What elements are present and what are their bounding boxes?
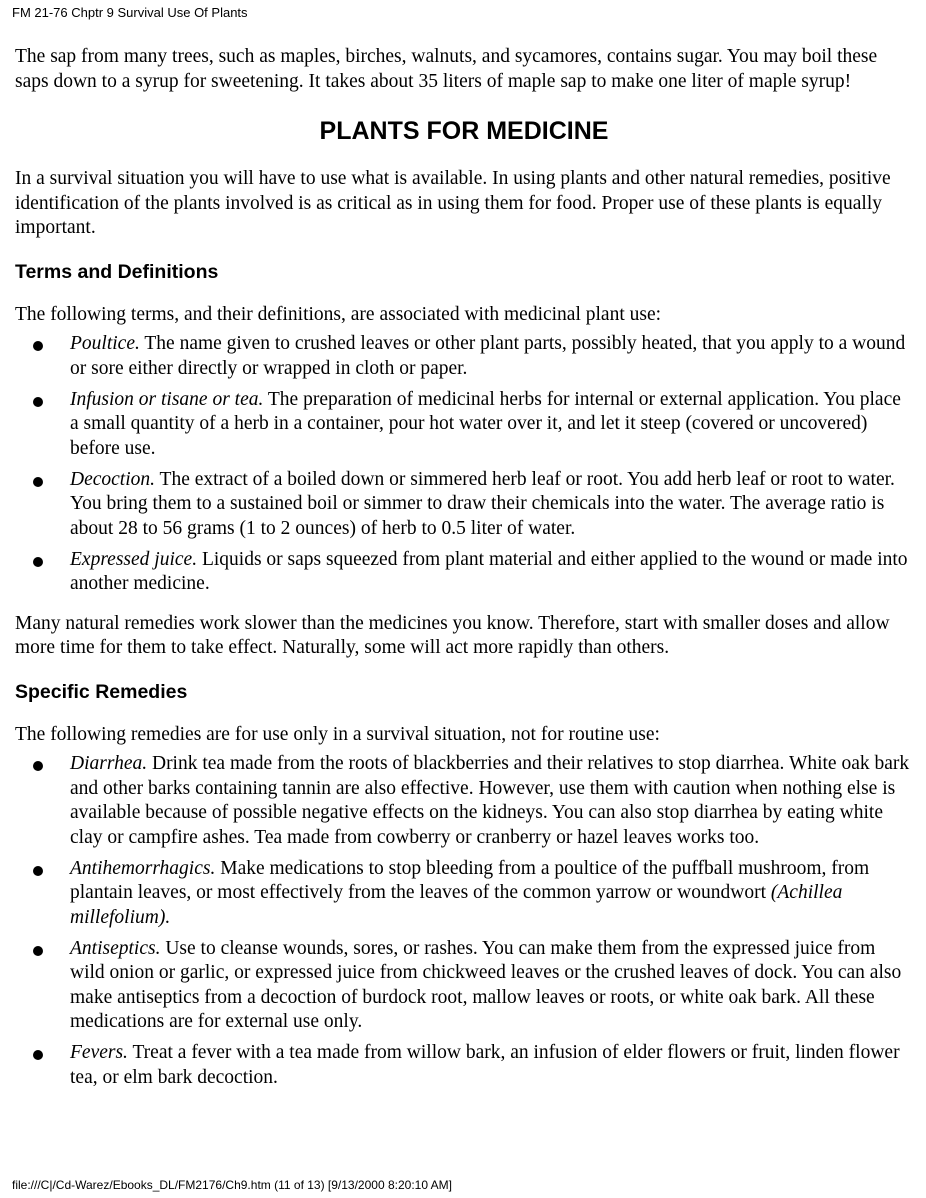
remedy-text: Treat a fever with a tea made from willow bark, an infusion of elder flowers or fruit, linden flower tea, or elm bark decoction.: [70, 1042, 900, 1088]
terms-after: Many natural remedies work slower than the medicines you know. Therefore, start with smaller doses and allow more time for them to take effect. Naturally, some will act more rapidly than others.: [15, 612, 890, 658]
term-text: Liquids or saps squeezed from plant material and either applied to the wound or made into another medicine.: [70, 548, 908, 594]
term-label: Infusion or tisane or tea.: [70, 388, 264, 410]
term-label: Expressed juice.: [70, 548, 198, 570]
list-item: [15, 468, 913, 542]
sap-paragraph: The sap from many trees, such as maples, birches, walnuts, and sycamores, contains sugar. You may boil these saps down to a syrup for sweetening. It takes about 35 liters of maple sap to make one liter of maple syrup!: [15, 46, 878, 92]
bullet-icon: [33, 866, 43, 876]
list-item: [15, 332, 913, 381]
list-item: [15, 937, 913, 1035]
term-text: The preparation of medicinal herbs for internal or external application. You place a small quantity of a herb in a container, pour hot water over it, and let it steep (covered or uncovered) before use.: [70, 388, 901, 459]
bullet-icon: [33, 477, 43, 487]
terms-list: [15, 332, 913, 597]
list-item: [15, 548, 913, 597]
bullet-icon: [33, 397, 43, 407]
remedies-intro: The following remedies are for use only in a survival situation, not for routine use:: [15, 723, 660, 745]
remedy-label: Antihemorrhagics.: [70, 857, 216, 879]
remedies-list: [15, 752, 913, 1090]
list-item: [15, 752, 913, 850]
remedy-label: Antiseptics.: [70, 937, 161, 959]
page-header: FM 21-76 Chptr 9 Survival Use Of Plants: [12, 5, 248, 20]
term-text: The name given to crushed leaves or other plant parts, possibly heated, that you apply to a wound or sore either directly or wrapped in cloth or paper.: [70, 333, 906, 379]
term-label: Decoction.: [70, 468, 156, 490]
list-item: [15, 1041, 913, 1090]
bullet-icon: [33, 341, 43, 351]
list-item: [15, 857, 913, 931]
term-label: Poultice.: [70, 333, 140, 354]
remedy-text: Use to cleanse wounds, sores, or rashes. You can make them from the expressed juice from wild onion or garlic, or expressed juice from chickweed leaves or the crushed leaves of dock. You can also make antiseptics from a decoction of burdock root, mallow leaves or roots, or white oak bark. All these medications are for external use only.: [70, 937, 902, 1032]
remedy-text: Make medications to stop bleeding from a poultice of the puffball mushroom, from plantain leaves, or most effectively from the leaves of the common yarrow or woundwort: [70, 857, 870, 903]
remedy-label: Diarrhea.: [70, 753, 148, 774]
document-body: [15, 45, 913, 1105]
page-footer: file:///C|/Cd-Warez/Ebooks_DL/FM2176/Ch9.htm (11 of 13) [9/13/2000 8:20:10 AM]: [12, 1178, 453, 1192]
remedy-text: Drink tea made from the roots of blackberries and their relatives to stop diarrhea. White oak bark and other barks containing tannin are also effective. However, use them with caution when nothing else is available because of possible negative effects on the kidneys. You can also stop diarrhea by eating white clay or campfire ashes. Tea made from cowberry or cranberry or hazel leaves works too.: [70, 753, 910, 848]
bullet-icon: [33, 1050, 43, 1060]
terms-intro: The following terms, and their definitions, are associated with medicinal plant use:: [15, 303, 662, 325]
term-text: The extract of a boiled down or simmered herb leaf or root. You add herb leaf or root to water. You bring them to a sustained boil or simmer to draw their chemicals into the water. The average ratio is about 28 to 56 grams (1 to 2 ounces) of herb to 0.5 liter of water.: [70, 468, 895, 539]
bullet-icon: [33, 761, 43, 771]
bullet-icon: [33, 557, 43, 567]
scientific-name: (Achillea millefolium).: [70, 882, 843, 928]
section-intro: In a survival situation you will have to use what is available. In using plants and other natural remedies, positive identification of the plants involved is as critical as in using them for food. Proper use of these plants is equally important.: [15, 168, 891, 238]
bullet-icon: [33, 946, 43, 956]
remedy-label: Fevers.: [70, 1042, 128, 1063]
remedies-heading: Specific Remedies: [15, 680, 188, 703]
section-title: PLANTS FOR MEDICINE: [319, 117, 609, 145]
terms-heading: Terms and Definitions: [15, 260, 219, 283]
list-item: [15, 388, 913, 462]
